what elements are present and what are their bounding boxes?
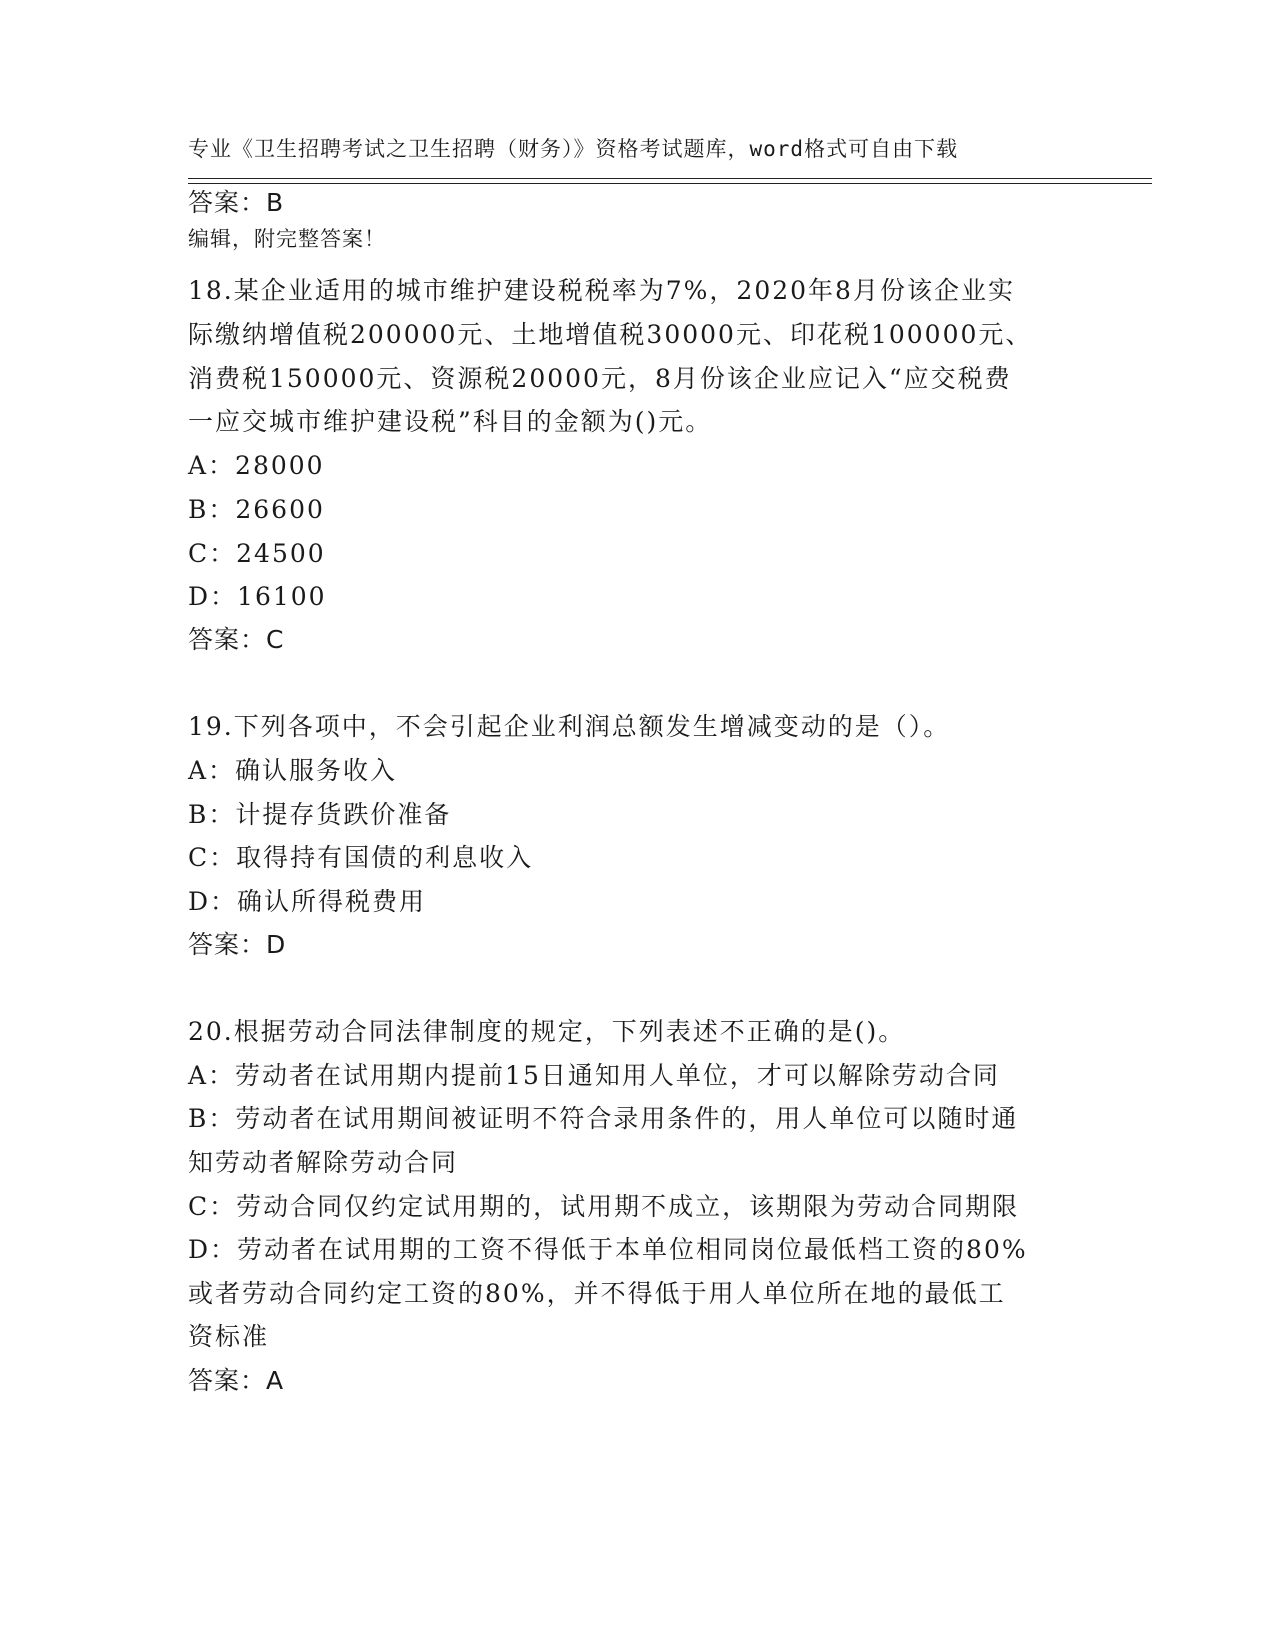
- header-line-1: 专业《卫生招聘考试之卫生招聘（财务）》资格考试题库，word格式可自由下载: [188, 137, 959, 161]
- q18-stem-line-4: 一应交城市维护建设税”科目的金额为()元。: [188, 407, 713, 436]
- q20-option-d-line-3: 资标准: [188, 1322, 270, 1351]
- q19-option-c: C：取得持有国债的利息收入: [188, 843, 534, 872]
- q19-option-b: B：计提存货跌价准备: [188, 800, 452, 829]
- q18-option-a: A：28000: [188, 451, 325, 480]
- prev-answer: 答案：B: [188, 188, 285, 217]
- q20-option-c: C：劳动合同仅约定试用期的，试用期不成立，该期限为劳动合同期限: [188, 1192, 1020, 1221]
- q18-option-d: D：16100: [188, 582, 327, 611]
- header-divider-top: [188, 178, 1152, 179]
- q18-stem-line-1: 18.某企业适用的城市维护建设税税率为7%，2020年8月份该企业实: [188, 276, 1015, 305]
- q20-option-a: A：劳动者在试用期内提前15日通知用人单位，才可以解除劳动合同: [188, 1061, 1000, 1090]
- q18-option-b: B：26600: [188, 495, 325, 524]
- q18-option-c: C：24500: [188, 539, 326, 568]
- q20-option-b-line-2: 知劳动者解除劳动合同: [188, 1148, 459, 1177]
- q20-option-b-line-1: B：劳动者在试用期间被证明不符合录用条件的，用人单位可以随时通: [188, 1104, 1019, 1133]
- q20-option-d-line-2: 或者劳动合同约定工资的80%，并不得低于用人单位所在地的最低工: [188, 1279, 1006, 1308]
- header-divider-bottom: [188, 183, 1152, 184]
- q19-option-d: D：确认所得税费用: [188, 887, 427, 916]
- q20-answer: 答案：A: [188, 1366, 285, 1395]
- header-line-2: 编辑，附完整答案！: [188, 227, 386, 251]
- q19-stem-line-1: 19.下列各项中，不会引起企业利润总额发生增减变动的是（）。: [188, 712, 951, 741]
- q20-stem-line-1: 20.根据劳动合同法律制度的规定，下列表述不正确的是()。: [188, 1017, 906, 1046]
- q18-stem-line-3: 消费税150000元、资源税20000元，8月份该企业应记入“应交税费: [188, 364, 1012, 393]
- q18-answer: 答案：C: [188, 625, 285, 654]
- q19-answer: 答案：D: [188, 930, 287, 959]
- q20-option-d-line-1: D：劳动者在试用期的工资不得低于本单位相同岗位最低档工资的80%: [188, 1235, 1028, 1264]
- q19-option-a: A：确认服务收入: [188, 756, 398, 785]
- q18-stem-line-2: 际缴纳增值税200000元、土地增值税30000元、印花税100000元、: [188, 320, 1033, 349]
